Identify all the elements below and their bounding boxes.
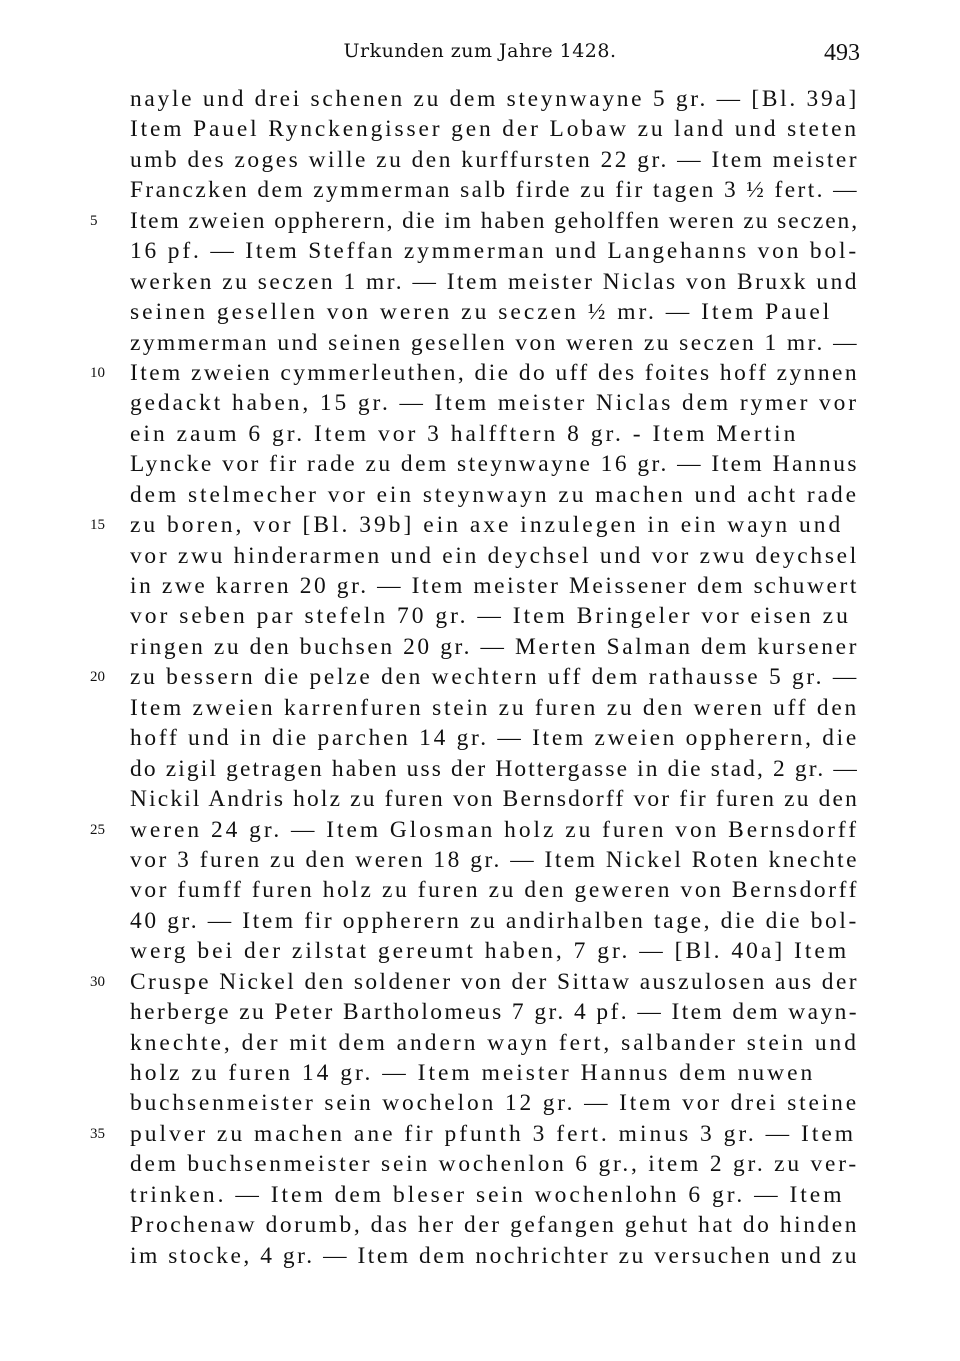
line-text: nayle und drei schenen zu dem steynwayne 5 gr. — [Bl. 39a] xyxy=(130,86,859,112)
text-line xyxy=(0,693,960,723)
text-line xyxy=(0,815,960,845)
line-text: gedackt haben, 15 gr. — Item meister Niclas dem rymer vor xyxy=(130,390,859,417)
text-line xyxy=(0,845,960,875)
body-text xyxy=(0,84,960,1271)
line-text: Prochenaw dorumb, das her der gefangen gehut hat do hinden xyxy=(130,1212,859,1239)
text-line xyxy=(0,1088,960,1118)
text-line xyxy=(0,328,960,358)
text-line xyxy=(0,358,960,388)
line-text: zu boren, vor [Bl. 39b] ein axe inzulegen in ein wayn und xyxy=(130,512,844,539)
line-number: 25 xyxy=(90,821,105,838)
line-text: in zwe karren 20 gr. — Item meister Meissener dem schuwert xyxy=(130,573,859,599)
text-line xyxy=(0,388,960,418)
page-header xyxy=(0,40,960,76)
line-text: Cruspe Nickel den soldener von der Sittaw auszulosen aus der xyxy=(130,968,859,995)
text-line xyxy=(0,1241,960,1271)
text-line xyxy=(0,84,960,114)
text-line xyxy=(0,419,960,449)
text-line xyxy=(0,601,960,631)
text-line xyxy=(0,175,960,205)
text-line xyxy=(0,267,960,297)
line-text: buchsenmeister sein wochelon 12 gr. — Item vor drei steine xyxy=(130,1090,859,1117)
text-line xyxy=(0,1210,960,1240)
line-text: hoff und in die parchen 14 gr. — Item zweien oppherern, die xyxy=(130,725,859,752)
text-line xyxy=(0,784,960,814)
line-text: Item zweien cymmerleuthen, die do uff des foites hoff zynnen xyxy=(130,359,859,386)
line-text: zu bessern die pelze den wechtern uff dem rathausse 5 gr. — xyxy=(130,664,859,691)
line-text: seinen gesellen von weren zu seczen ½ mr. — Item Pauel xyxy=(130,299,833,326)
text-line xyxy=(0,875,960,905)
line-number: 30 xyxy=(90,973,105,990)
text-line xyxy=(0,1058,960,1088)
line-text: vor zwu hinderarmen und ein deychsel und vor zwu deychsel xyxy=(130,542,859,569)
line-text: dem stelmecher vor ein steynwayn zu machen und acht rade xyxy=(130,481,859,508)
text-line xyxy=(0,480,960,510)
line-number: 20 xyxy=(90,669,105,686)
line-number: 10 xyxy=(90,364,105,381)
text-line xyxy=(0,906,960,936)
text-line xyxy=(0,571,960,601)
line-text: dem buchsenmeister sein wochenlon 6 gr., item 2 gr. zu ver- xyxy=(130,1151,859,1178)
line-text: Item zweien oppherern, die im haben geholffen weren zu seczen, xyxy=(130,207,859,234)
running-head: Urkunden zum Jahre 1428. xyxy=(343,40,617,62)
text-line xyxy=(0,1149,960,1179)
text-line xyxy=(0,1028,960,1058)
text-line xyxy=(0,632,960,662)
text-line xyxy=(0,754,960,784)
text-line xyxy=(0,997,960,1027)
line-text: Nickil Andris holz zu furen von Bernsdorff vor fir furen zu den xyxy=(130,786,859,813)
line-number: 35 xyxy=(90,1125,105,1142)
line-text: pulver zu machen ane fir pfunth 3 fert. minus 3 gr. — Item xyxy=(130,1120,857,1147)
line-text: 40 gr. — Item fir oppherern zu andirhalben tage, die die bol- xyxy=(130,907,859,934)
line-text: knechte, der mit dem andern wayn fert, salbander stein und xyxy=(130,1029,859,1056)
line-text: werg bei der zilstat gereumt haben, 7 gr. — [Bl. 40a] Item xyxy=(130,938,850,965)
text-line xyxy=(0,967,960,997)
line-text: umb des zoges wille zu den kurffursten 22 gr. — Item meister xyxy=(130,146,859,173)
line-text: 16 pf. — Item Steffan zymmerman und Langehanns von bol- xyxy=(130,238,859,265)
text-line xyxy=(0,1119,960,1149)
line-number: 5 xyxy=(90,212,98,229)
line-text: Item Pauel Rynckengisser gen der Lobaw zu land und steten xyxy=(130,116,859,143)
text-line xyxy=(0,145,960,175)
page-number: 493 xyxy=(824,40,860,66)
text-line xyxy=(0,206,960,236)
text-line xyxy=(0,297,960,327)
line-text: Franczken dem zymmerman salb firde zu fir tagen 3 ½ fert. — xyxy=(130,177,859,204)
text-line xyxy=(0,1180,960,1210)
line-text: im stocke, 4 gr. — Item dem nochrichter zu versuchen und zu xyxy=(130,1242,859,1269)
text-line xyxy=(0,541,960,571)
line-text: Lyncke vor fir rade zu dem steynwayne 16 gr. — Item Hannus xyxy=(130,451,859,478)
text-line xyxy=(0,662,960,692)
line-text: werken zu seczen 1 mr. — Item meister Niclas von Bruxk und xyxy=(130,268,859,295)
line-number: 15 xyxy=(90,517,105,534)
line-text: Item zweien karrenfuren stein zu furen zu den weren uff den xyxy=(130,694,859,721)
text-line xyxy=(0,449,960,479)
line-text: holz zu furen 14 gr. — Item meister Hannus dem nuwen xyxy=(130,1060,816,1086)
text-line xyxy=(0,236,960,266)
line-text: herberge zu Peter Bartholomeus 7 gr. 4 pf. — Item dem wayn- xyxy=(130,999,859,1026)
text-line xyxy=(0,114,960,144)
text-line xyxy=(0,510,960,540)
line-text: vor seben par stefeln 70 gr. — Item Bringeler vor eisen zu xyxy=(130,603,851,630)
line-text: ringen zu den buchsen 20 gr. — Merten Salman dem kursener xyxy=(130,633,859,660)
line-text: ein zaum 6 gr. Item vor 3 halfftern 8 gr. - Item Mertin xyxy=(130,420,799,447)
line-text: do zigil getragen haben uss der Hottergasse in die stad, 2 gr. — xyxy=(130,755,859,782)
line-text: vor 3 furen zu den weren 18 gr. — Item Nickel Roten knechte xyxy=(130,846,859,873)
line-text: weren 24 gr. — Item Glosman holz zu furen von Bernsdorff xyxy=(130,816,859,843)
line-text: vor fumff furen holz zu furen zu den geweren von Bernsdorff xyxy=(130,877,859,904)
text-line xyxy=(0,723,960,753)
text-line xyxy=(0,936,960,966)
line-text: trinken. — Item dem bleser sein wochenlohn 6 gr. — Item xyxy=(130,1181,845,1208)
line-text: zymmerman und seinen gesellen von weren zu seczen 1 mr. — xyxy=(130,329,859,356)
